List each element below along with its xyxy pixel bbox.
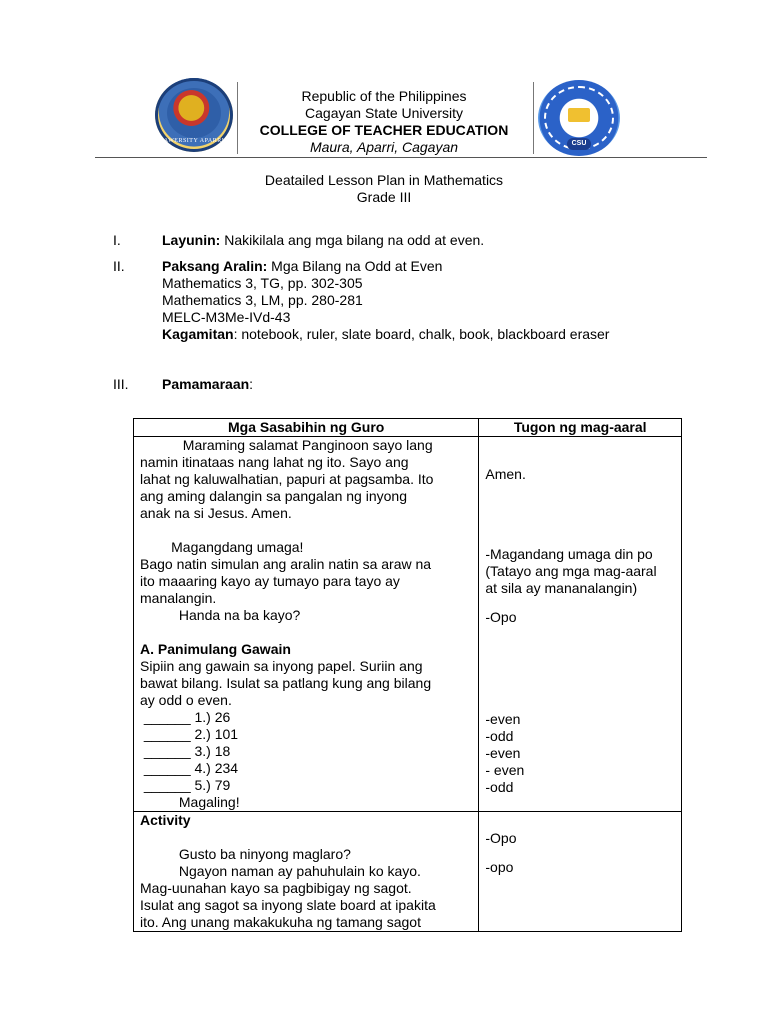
spacer bbox=[485, 597, 675, 609]
student-answer: -even bbox=[485, 711, 521, 727]
lesson-procedure-table bbox=[133, 418, 682, 932]
activity-heading: Activity bbox=[140, 812, 191, 828]
teacher-column-header: Mga Sasabihin ng Guro bbox=[134, 419, 479, 437]
teacher-line: Ngayon naman ay pahuhulain ko kayo. bbox=[140, 863, 421, 879]
reference-lm: Mathematics 3, LM, pp. 280-281 bbox=[162, 292, 363, 308]
student-answer: -even bbox=[485, 745, 521, 761]
materials-text: : notebook, ruler, slate board, chalk, book, blackboard eraser bbox=[233, 326, 610, 342]
section-2-content bbox=[162, 258, 442, 275]
university-name: Cagayan State University bbox=[305, 105, 463, 121]
teacher-line: ay odd o even. bbox=[140, 692, 232, 708]
exercise-item: ______ 4.) 234 bbox=[140, 760, 239, 776]
spacer bbox=[485, 847, 675, 859]
teacher-cell-activity bbox=[134, 812, 479, 932]
section-1-text: Nakikilala ang mga bilang na odd at even. bbox=[220, 232, 485, 248]
student-response: Amen. bbox=[485, 466, 526, 482]
spacer bbox=[485, 626, 675, 643]
reference-melc: MELC-M3Me-IVd-43 bbox=[162, 309, 291, 325]
section-3-label: Pamamaraan bbox=[162, 376, 250, 392]
teacher-line: bawat bilang. Isulat sa patlang kung ang bilang bbox=[140, 675, 432, 691]
teacher-line: manalangin. bbox=[140, 590, 217, 606]
section-3-content bbox=[162, 376, 253, 393]
teacher-line bbox=[140, 829, 472, 846]
teacher-line: Magaling! bbox=[140, 794, 240, 810]
activity-heading: A. Panimulang Gawain bbox=[140, 641, 291, 657]
teacher-line: Maraming salamat Panginoon sayo lang bbox=[140, 437, 433, 453]
student-cell-intro bbox=[479, 437, 682, 812]
teacher-line: Handa na ba kayo? bbox=[140, 607, 301, 623]
exercise-item: ______ 1.) 26 bbox=[140, 709, 231, 725]
header-rule bbox=[95, 157, 707, 158]
table-header-row bbox=[134, 419, 682, 437]
student-response: at sila ay mananalangin) bbox=[485, 580, 638, 596]
student-response: -Opo bbox=[485, 830, 517, 846]
student-response: -Opo bbox=[485, 609, 517, 625]
teacher-cell-intro bbox=[134, 437, 479, 812]
teacher-line: namin itinataas nang lahat ng ito. Sayo ang bbox=[140, 454, 409, 470]
csu-badge: CSU bbox=[567, 138, 591, 150]
document-title: Deatailed Lesson Plan in Mathematics bbox=[264, 172, 504, 188]
reference-tg: Mathematics 3, TG, pp. 302-305 bbox=[162, 275, 363, 291]
college-location: Maura, Aparri, Cagayan bbox=[309, 139, 459, 155]
student-response: -opo bbox=[485, 859, 514, 875]
teacher-line: Sipiin ang gawain sa inyong papel. Suriin ang bbox=[140, 658, 423, 674]
teacher-line: Gusto ba ninyong maglaro? bbox=[140, 846, 351, 862]
teacher-line: ito maaaring kayo ay tumayo para tayo ay bbox=[140, 573, 400, 589]
seal-text: AWERSITY APARRI bbox=[163, 138, 225, 144]
student-answer: -odd bbox=[485, 728, 514, 744]
teacher-line: Bago natin simulan ang aralin natin sa araw na bbox=[140, 556, 432, 572]
table-row bbox=[134, 437, 682, 812]
spacer bbox=[485, 660, 675, 677]
section-1-number: I. bbox=[113, 232, 121, 248]
spacer bbox=[485, 643, 675, 660]
student-answer: -odd bbox=[485, 779, 514, 795]
student-answer: - even bbox=[485, 762, 525, 778]
spacer bbox=[485, 517, 675, 534]
student-response: (Tatayo ang mga mag-aaral bbox=[485, 563, 657, 579]
teacher-line: ang aming dalangin sa pangalan ng inyong bbox=[140, 488, 407, 504]
teacher-line: Mag-uunahan kayo sa pagbibigay ng sagot. bbox=[140, 880, 412, 896]
exercise-item: ______ 2.) 101 bbox=[140, 726, 239, 742]
spacer bbox=[485, 677, 675, 694]
college-name: COLLEGE OF TEACHER EDUCATION bbox=[259, 122, 509, 138]
student-cell-activity bbox=[479, 812, 682, 932]
teacher-line: Isulat ang sagot sa inyong slate board at ipakita bbox=[140, 897, 436, 913]
republic-line: Republic of the Philippines bbox=[301, 88, 467, 104]
student-column-header: Tugon ng mag-aaral bbox=[479, 419, 682, 437]
section-3-number: III. bbox=[113, 376, 129, 392]
section-1-content bbox=[162, 232, 484, 249]
student-response: -Magandang umaga din po bbox=[485, 546, 653, 562]
teacher-line: lahat ng kaluwalhatian, papuri at pagsamba. Ito bbox=[140, 471, 434, 487]
section-2-text: Mga Bilang na Odd at Even bbox=[267, 258, 443, 274]
teacher-line bbox=[140, 522, 472, 539]
spacer bbox=[485, 534, 675, 546]
spacer bbox=[485, 694, 675, 711]
exercise-item: ______ 3.) 18 bbox=[140, 743, 231, 759]
section-3-text: : bbox=[249, 376, 254, 392]
section-2-label: Paksang Aralin: bbox=[162, 258, 268, 274]
teacher-line: ito. Ang unang makakukuha ng tamang sagot bbox=[140, 914, 421, 930]
section-2-number: II. bbox=[113, 258, 125, 274]
grade-level: Grade III bbox=[356, 189, 412, 205]
materials-label: Kagamitan bbox=[162, 326, 234, 342]
section-1-label: Layunin: bbox=[162, 232, 221, 248]
teacher-line: Magangdang umaga! bbox=[140, 539, 304, 555]
spacer bbox=[485, 437, 675, 454]
spacer bbox=[485, 454, 675, 466]
teacher-line bbox=[140, 624, 472, 641]
spacer bbox=[485, 500, 675, 517]
exercise-item: ______ 5.) 79 bbox=[140, 777, 231, 793]
spacer bbox=[485, 483, 675, 500]
teacher-line: anak na si Jesus. Amen. bbox=[140, 505, 292, 521]
materials-line bbox=[162, 326, 609, 343]
spacer bbox=[485, 812, 675, 824]
table-row bbox=[134, 812, 682, 932]
